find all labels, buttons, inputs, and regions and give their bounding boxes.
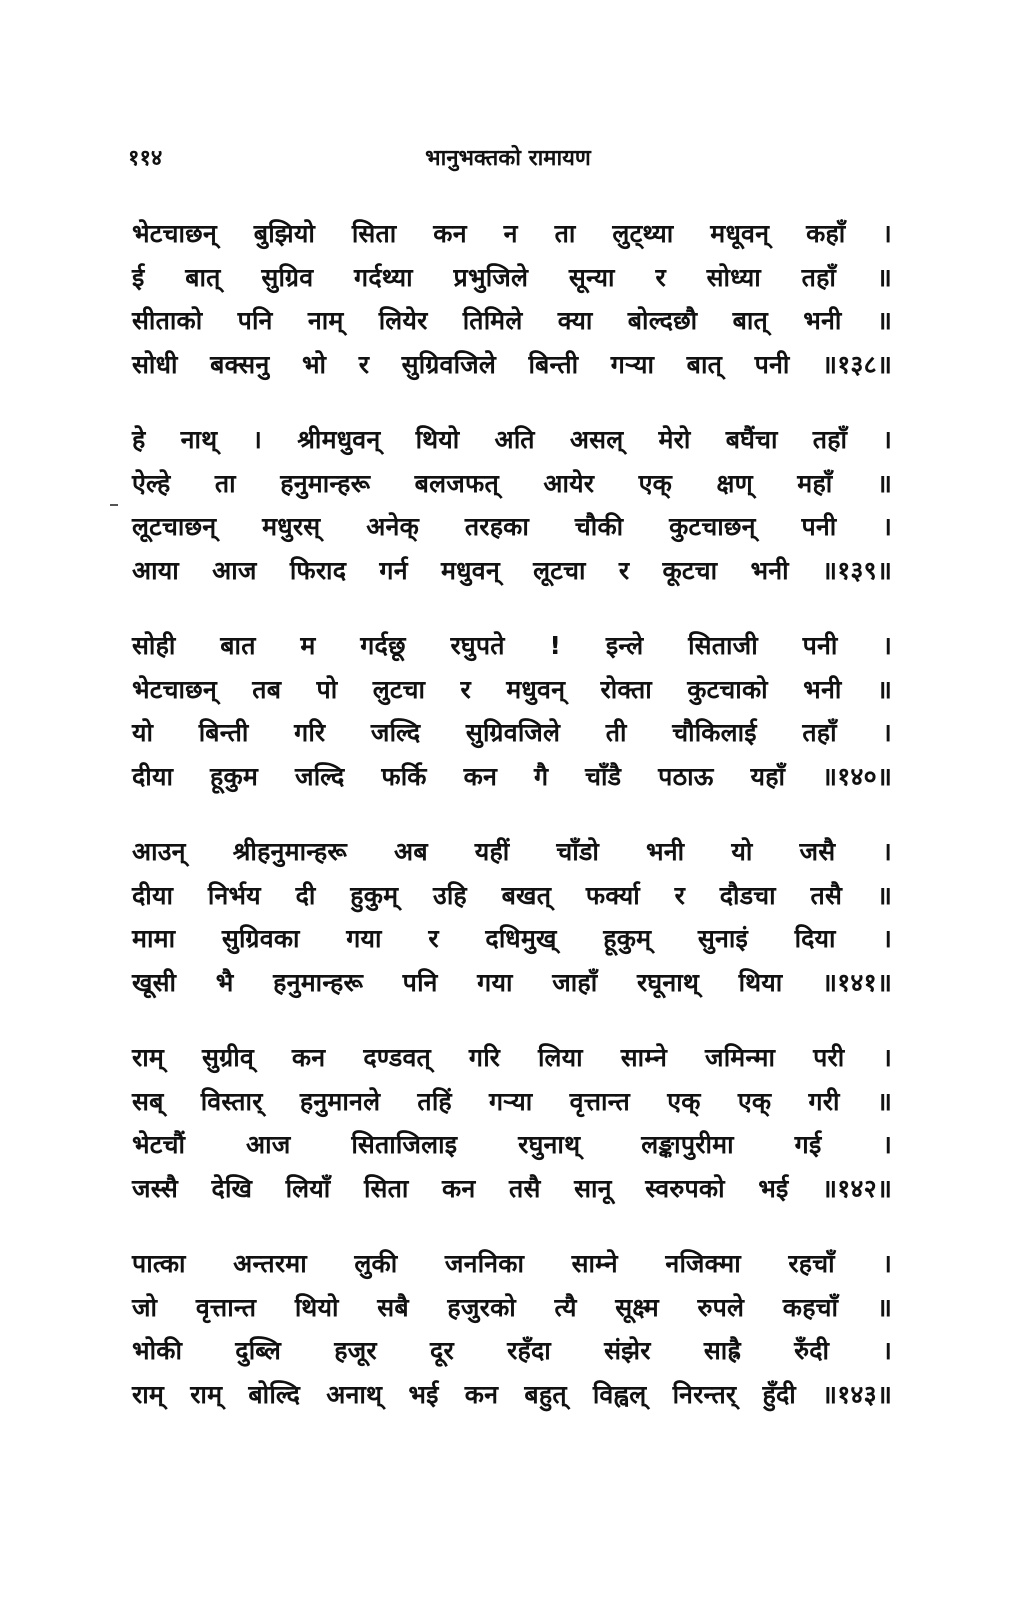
stanza-141 <box>132 830 892 1004</box>
verse-line: खूसी भै हनुमान्हरू पनि गया जाहाँ रघूनाथ् थिया ॥१४१॥ <box>132 967 892 997</box>
verse-line: राम् राम् बोल्दि अनाथ् भई कन बहुत् विह्वल् निरन्तर् हुँदी ॥१४३॥ <box>132 1379 892 1409</box>
verse-line: ऐल्हे ता हनुमान्हरू बलजफत् आयेर एक् क्षण् महाँ ॥ <box>132 468 892 498</box>
stanza-143 <box>132 1242 892 1416</box>
verse-line: मामा सुग्रिवका गया र दधिमुख् हूकुम् सुनाइं दिया । <box>132 924 892 953</box>
verse-line: सीताको पनि नाम् लियेर तिमिले क्या बोल्दछौ बात् भनी ॥ <box>132 306 892 335</box>
verse-line: भेटचाछन् बुझियो सिता कन न ता लुट्थ्या मधूवन् कहाँ । <box>132 219 892 248</box>
verse-line: सोही बात म गर्दछू रघुपते ! इन्ले सिताजी पनी । <box>132 631 892 660</box>
stanza-139 <box>132 418 892 592</box>
verse-line: राम् सुग्रीव् कन दण्डवत् गरि लिया साम्ने जमिन्मा परी । <box>132 1043 892 1072</box>
verse-line: भेटचाछन् तब पो लुटचा र मधुवन् रोक्ता कुटचाको भनी ॥ <box>132 674 892 704</box>
verse-line: सब् विस्तार् हनुमानले तहिं गऱ्या वृत्तान्त एक् एक् गरी ॥ <box>132 1086 892 1116</box>
verse-line: लूटचाछन् मधुरस् अनेक् तरहका चौकी कुटचाछन् पनी । <box>132 512 892 541</box>
stanza-140 <box>132 624 892 798</box>
verse-line: यो बिन्ती गरि जल्दि सुग्रिवजिले ती चौकिलाई तहाँ । <box>132 718 892 747</box>
verse-line: सोधी बक्सनु भो र सुग्रिवजिले बिन्ती गऱ्या बात् पनी ॥१३८॥ <box>132 349 892 379</box>
verse-body <box>132 212 892 1448</box>
verse-line: भेटचौं आज सिताजिलाइ रघुनाथ् लङ्कापुरीमा गई । <box>132 1130 892 1159</box>
verse-line: पात्का अन्तरमा लुकी जननिका साम्ने नजिक्मा रहचाँ । <box>132 1249 892 1278</box>
verse-line: जस्सै देखि लियाँ सिता कन तसै सानू स्वरुपको भई ॥१४२॥ <box>132 1173 892 1203</box>
running-title: भानुभक्तको रामायण <box>425 146 591 171</box>
verse-line: आउन् श्रीहनुमान्हरू अब यहीं चाँडो भनी यो जसै । <box>132 837 892 866</box>
verse-line: हे नाथ् । श्रीमधुवन् थियो अति असल् मेरो बघैंचा तहाँ । <box>132 425 892 454</box>
verse-line: जो वृत्तान्त थियो सबै हजुरको त्यै सूक्ष्म रुपले कहचाँ ॥ <box>132 1292 892 1322</box>
verse-line: भोकी दुब्लि हजूर दूर रहँदा संझेर साह्रै रुँदी । <box>132 1336 892 1365</box>
stanza-142 <box>132 1036 892 1210</box>
stanza-138 <box>132 212 892 386</box>
page-header <box>128 142 888 182</box>
margin-mark <box>110 504 118 506</box>
verse-line: दीया हूकुम जल्दि फर्कि कन गै चाँडै पठाऊ यहाँ ॥१४०॥ <box>132 761 892 791</box>
verse-line: दीया निर्भय दी हुकुम् उहि बखत् फर्क्या र दौडचा तसै ॥ <box>132 880 892 910</box>
verse-line: ई बात् सुग्रिव गर्दथ्या प्रभुजिले सून्या र सोध्या तहाँ ॥ <box>132 262 892 292</box>
page-number: ११४ <box>128 146 163 171</box>
verse-line: आया आज फिराद गर्न मधुवन् लूटचा र कूटचा भनी ॥१३९॥ <box>132 555 892 585</box>
